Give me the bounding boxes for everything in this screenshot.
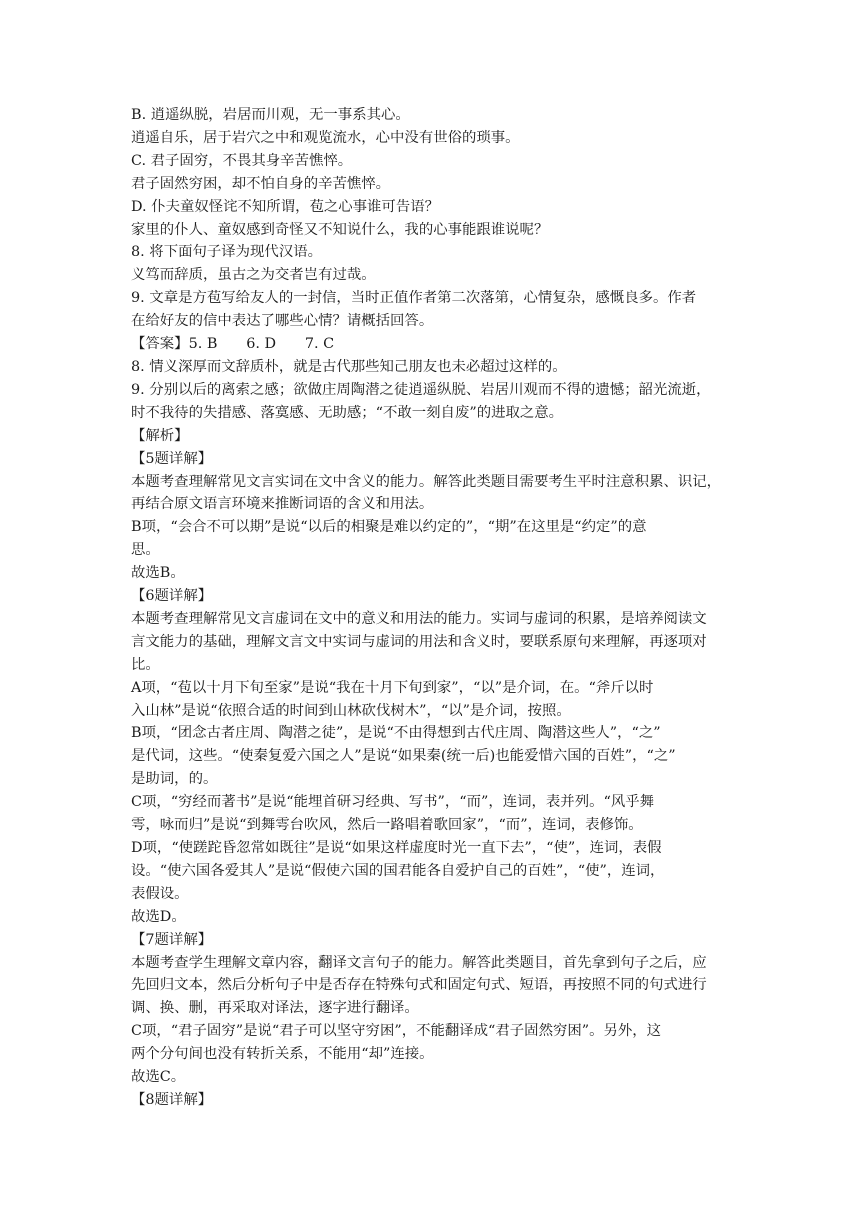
text-line: 故选C。 (131, 1069, 186, 1086)
text-line: 9. 文章是方苞写给友人的一封信，当时正值作者第二次落第，心情复杂，感慨良多。作者 (131, 290, 697, 307)
text-line: 家里的仆人、童奴感到奇怪又不知说什么，我的心事能跟谁说呢？ (131, 221, 549, 238)
text-line: 入山林”是说“依照合适的时间到山林砍伐树木”，“以”是介词，按照。 (131, 702, 571, 719)
text-line: A项，“苞以十月下旬至家”是说“我在十月下旬到家”，“以”是介词，在。“斧斤以时 (131, 679, 654, 696)
text-line: 言文能力的基础，理解文言文中实词与虚词的用法和含义时，要联系原句来理解，再逐项对 (131, 633, 707, 650)
text-line: C项，“穷经而著书”是说“能埋首研习经典、写书”，“而”，连词，表并列。“风乎舞 (131, 794, 655, 811)
text-line: 故选D。 (131, 908, 186, 925)
section-heading: 【5题详解】 (131, 450, 213, 467)
text-line: 先回归文本，然后分析句子中是否存在特殊句式和固定句式、短语，再按照不同的句式进行 (131, 977, 707, 994)
text-line: 故选B。 (131, 565, 185, 582)
document-body (131, 104, 731, 1112)
text-line: C. 君子固穷，不畏其身辛苦憔悴。 (131, 152, 353, 169)
text-line: 再结合原文语言环境来推断词语的含义和用法。 (131, 496, 434, 513)
text-line: 时不我待的失措感、落寞感、无助感；“不敢一刻自废”的进取之意。 (131, 404, 564, 421)
text-line: 思。 (131, 542, 160, 559)
text-line: 逍遥自乐，居于岩穴之中和观览流水，心中没有世俗的琐事。 (131, 129, 520, 146)
section-heading: 【8题详解】 (131, 1091, 213, 1108)
text-line: 义笃而辞质，虽古之为交者岂有过哉。 (131, 267, 376, 284)
text-line: 9. 分别以后的离索之感；欲做庄周陶潜之徒逍遥纵脱、岩居川观而不得的遗憾；韶光流逝， (131, 381, 711, 398)
text-line: C项，“君子固穷”是说“君子可以坚守穷困”，不能翻译成“君子固然穷困”。另外，这 (131, 1023, 662, 1040)
text-line: 在给好友的信中表达了哪些心情？请概括回答。 (131, 313, 434, 330)
answer-line: 【答案】5. B 6. D 7. C (131, 336, 335, 353)
text-line: 是助词，的。 (131, 771, 218, 788)
text-line: 8. 情义深厚而文辞质朴，就是古代那些知己朋友也未必超过这样的。 (131, 358, 567, 375)
text-line: B项，“团念古者庄周、陶潜之徒”，是说“不由得想到古代庄周、陶潜这些人”，“之” (131, 725, 661, 742)
text-line: 8. 将下面句子译为现代汉语。 (131, 244, 322, 261)
text-line: 本题考查理解常见文言虚词在文中的意义和用法的能力。实词与虚词的积累，是培养阅读文 (131, 610, 707, 627)
text-line: 雩，咏而归”是说“到舞雩台吹风，然后一路唱着歌回家”，“而”，连词，表修饰。 (131, 817, 643, 834)
text-line: 调、换、删，再采取对译法，逐字进行翻译。 (131, 1000, 419, 1017)
section-heading: 【7题详解】 (131, 931, 213, 948)
text-line: 君子固然穷困，却不怕自身的辛苦憔悴。 (131, 175, 391, 192)
section-heading: 【6题详解】 (131, 588, 213, 605)
text-line: 是代词，这些。“使秦复爱六国之人”是说“如果秦(统一后)也能爱惜六国的百姓”，“之” (131, 748, 676, 765)
text-line: 比。 (131, 656, 160, 673)
text-line: D项，“使蹉跎昏忽常如既往”是说“如果这样虚度时光一直下去”，“使”，连词，表假 (131, 840, 662, 856)
text-line: 本题考查学生理解文章内容，翻译文言句子的能力。解答此类题目，首先拿到句子之后，应 (131, 954, 707, 971)
text-line: B. 逍遥纵脱，岩居而川观，无一事系其心。 (131, 107, 410, 123)
text-line: B项，“会合不可以期”是说“以后的相聚是难以约定的”，“期”在这里是“约定”的意 (131, 519, 647, 536)
text-line: 本题考查理解常见文言实词在文中含义的能力。解答此类题目需要考生平时注意积累、识记， (131, 473, 722, 490)
text-line: 两个分句间也没有转折关系，不能用“却”连接。 (131, 1046, 434, 1063)
text-line: 设。“使六国各爱其人”是说“假使六国的国君能各自爱护自己的百姓”，“使”，连词， (131, 862, 665, 879)
text-line: D. 仆夫童奴怪诧不知所谓，苞之心事谁可告语？ (131, 198, 439, 215)
section-heading: 【解析】 (131, 427, 189, 444)
text-line: 表假设。 (131, 885, 189, 902)
